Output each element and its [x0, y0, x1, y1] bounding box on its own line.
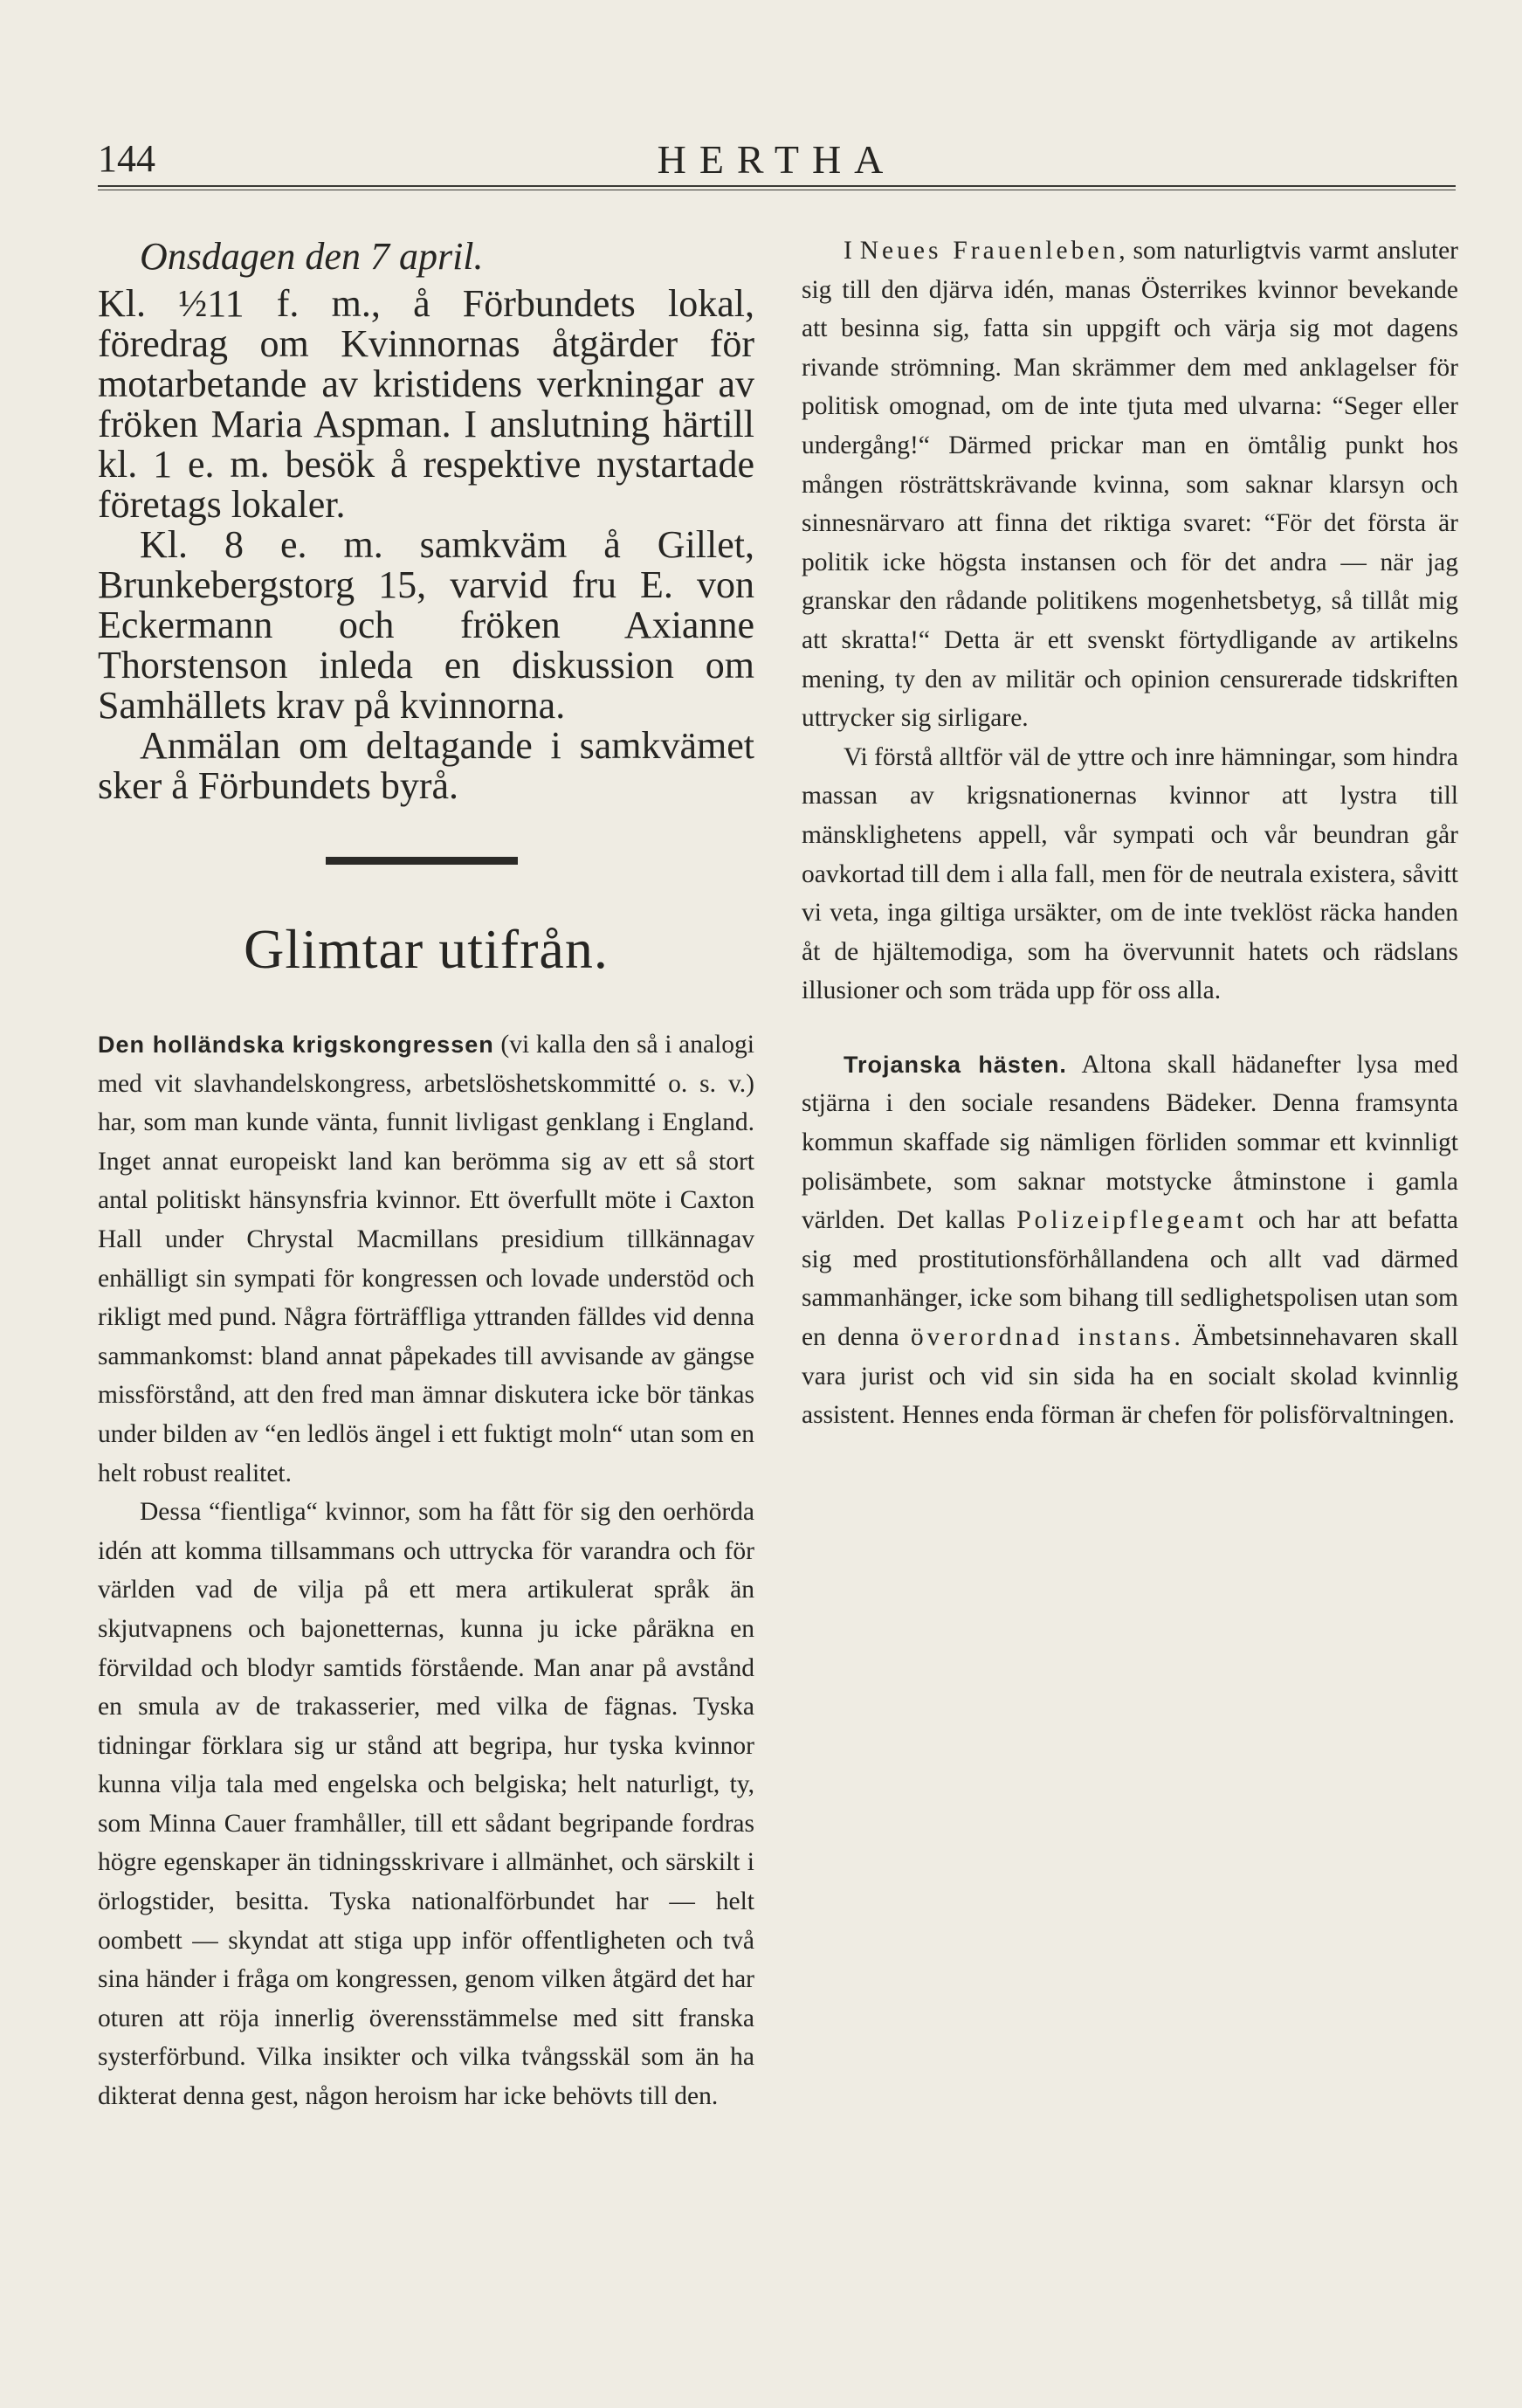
- article-paragraph: [98, 1025, 754, 1493]
- article-paragraph: [802, 231, 1458, 738]
- article-krigskongressen-continued: [802, 231, 1458, 1435]
- journal-title: HERTHA: [657, 137, 897, 182]
- article-paragraph: Vi förstå alltför väl de yttre och inre hämningar, som hindra massan av krigsnationernas kvinnor att lystra till mänsklighetens appell, vår sympati och vår beundran går oavkortad till dem i alla fall, men för de neutrala existera, såvitt vi veta, inga giltiga ursäkter, om de inte tveklöst räcka handen åt de hjältemodiga, som ha övervunnit hatets och rädslans illusioner och som träda upp för oss alla.: [802, 742, 1459, 1005]
- article-krigskongressen: [98, 1025, 754, 2116]
- event-date-heading: Onsdagen den 7 april.: [140, 235, 484, 278]
- notice-paragraph: Kl. 8 e. m. samkväm å Gillet, Brunkebergstorg 15, varvid fru E. von Eckermann och fröken Axianne Thorstenson inleda en diskussion om Samhällets krav på kvinnorna.: [98, 523, 754, 727]
- article-runin-heading: Den holländska krigskongressen: [98, 1032, 494, 1058]
- notice-paragraph: Kl. ½11 f. m., å Förbundets lokal, föredrag om Kvinnornas åtgärder för motarbetande av kristidens verkningar av fröken Maria Aspman. I anslutning härtill kl. 1 e. m. besök å respektive nystartade företags lokaler.: [98, 282, 754, 526]
- paragraph-text: och har att befatta sig med prostitutionsförhållandena och allt vad därmed sammanhänger, icke som bihang till sedlighetspolisen utan som en denna: [802, 1206, 1458, 1352]
- event-notice: [98, 231, 754, 806]
- page-number: 144: [98, 137, 155, 180]
- left-column: [98, 231, 754, 2116]
- paragraph-text: I: [844, 237, 860, 265]
- paragraph-text: (vi kalla den så i analogi med vit slavhandelskongress, arbetslöshetskommitté o. s. v.) har, som man kunde vänta, funnit livligast genklang i England. Inget annat europeiskt land kan berömma sig av ett så stort antal politiskt hänsynsfria kvinnor. Ett överfullt möte i Caxton Hall under Chrystal Macmillans presidium tillkännagav enhälligt sin sympati för kongressen och lovade understöd och rikligt med pund. Några förträffliga yttranden fälldes vid denna sammankomst: bland annat påpekades till avvisande av gängse missförstånd, att den fred man ämnar diskutera icke bör tänkas under bilden av “en ledlös ängel i ett fuktigt moln“ utan som en helt robust realitet.: [98, 1031, 754, 1487]
- article-paragraph: Dessa “fientliga“ kvinnor, som ha fått för sig den oerhörda idén att komma tillsammans och uttrycka för varandra och för världen vad de vilja på ett mera artikulerat språk än skjutvapnens och bajonetternas, kunna ju icke påräkna en förvildad och blodyr samtids förstående. Man anar på avstånd en smula av de trakasserier, med vilka de fägnas. Tyska tidningar förklara sig ur stånd att begripa, hur tyska kvinnor kunna vilja tala med engelska och belgiska; helt naturligt, ty, som Minna Cauer framhåller, till ett sådant begripande fordras högre egenskaper än tidningsskrivare i allmänhet, och särskilt i örlogstider, besitta. Tyska nationalförbundet har — helt oombett — skyndat att stiga upp inför offentligheten och två sina händer i fråga om kongressen, genom vilken åtgärd det har oturen att röja innerlig överensstämmelse med sitt franska systerförbund. Vilka insikter och vilka tvångsskäl som än ha dikterat denna gest, någon heroism har icke behövts till den.: [98, 1498, 754, 2111]
- running-header: [98, 136, 1456, 189]
- spaced-term: överordnad instans: [910, 1323, 1174, 1352]
- spaced-term: Polizeipflegeamt: [1016, 1206, 1248, 1235]
- article-paragraph: [802, 1045, 1458, 1435]
- section-divider: [326, 857, 518, 865]
- section-title: Glimtar utifrån.: [244, 918, 609, 980]
- periodical-name: Neues Frauenleben: [859, 237, 1119, 265]
- article-runin-heading: Trojanska hästen.: [844, 1051, 1067, 1078]
- notice-paragraph: Anmälan om deltagande i samkvämet sker å Förbundets byrå.: [98, 724, 754, 807]
- paragraph-text: . Ämbetsinnehavaren skall vara jurist och vid sin sida ha en socialt skolad kvinnlig assistent. Hennes enda förman är chefen för polisförvaltningen.: [802, 1323, 1459, 1430]
- paragraph-text: , som naturligtvis varmt ansluter sig till den djärva idén, manas Österrikes kvinnor bevekande att besinna sig, fatta sin uppgift och värja sig mot dagens rivande strömning. Man skrämmer dem med anklagelser för politisk omognad, om de inte tjuta med ulvarna: “Seger eller undergång!“ Därmed prickar man en ömtålig punkt hos mången rösträttskrävande kvinna, som saknar klarsyn och sinnesnärvaro att finna det riktiga svaret: “För det första är politik icke högsta instansen och för det andra — när jag granskar den rådande politikens mogenhetsbetyg, så tillåt mig att skratta!“ Detta är ett svenskt förtydligande av artikelns mening, ty den av militär och opinion censurerade tidskriften uttrycker sig sirligare.: [802, 237, 1459, 733]
- paragraph-text: Altona skall hädanefter lysa med stjärna i den sociale resandens Bädeker. Denna framsynta kommun skaffade sig nämligen förliden sommar ett kvinnligt polisämbete, som saknar motstycke åtminstone i gamla världen. Det kallas: [802, 1050, 1458, 1235]
- header-rule: [98, 185, 1456, 190]
- right-column: [802, 231, 1458, 1435]
